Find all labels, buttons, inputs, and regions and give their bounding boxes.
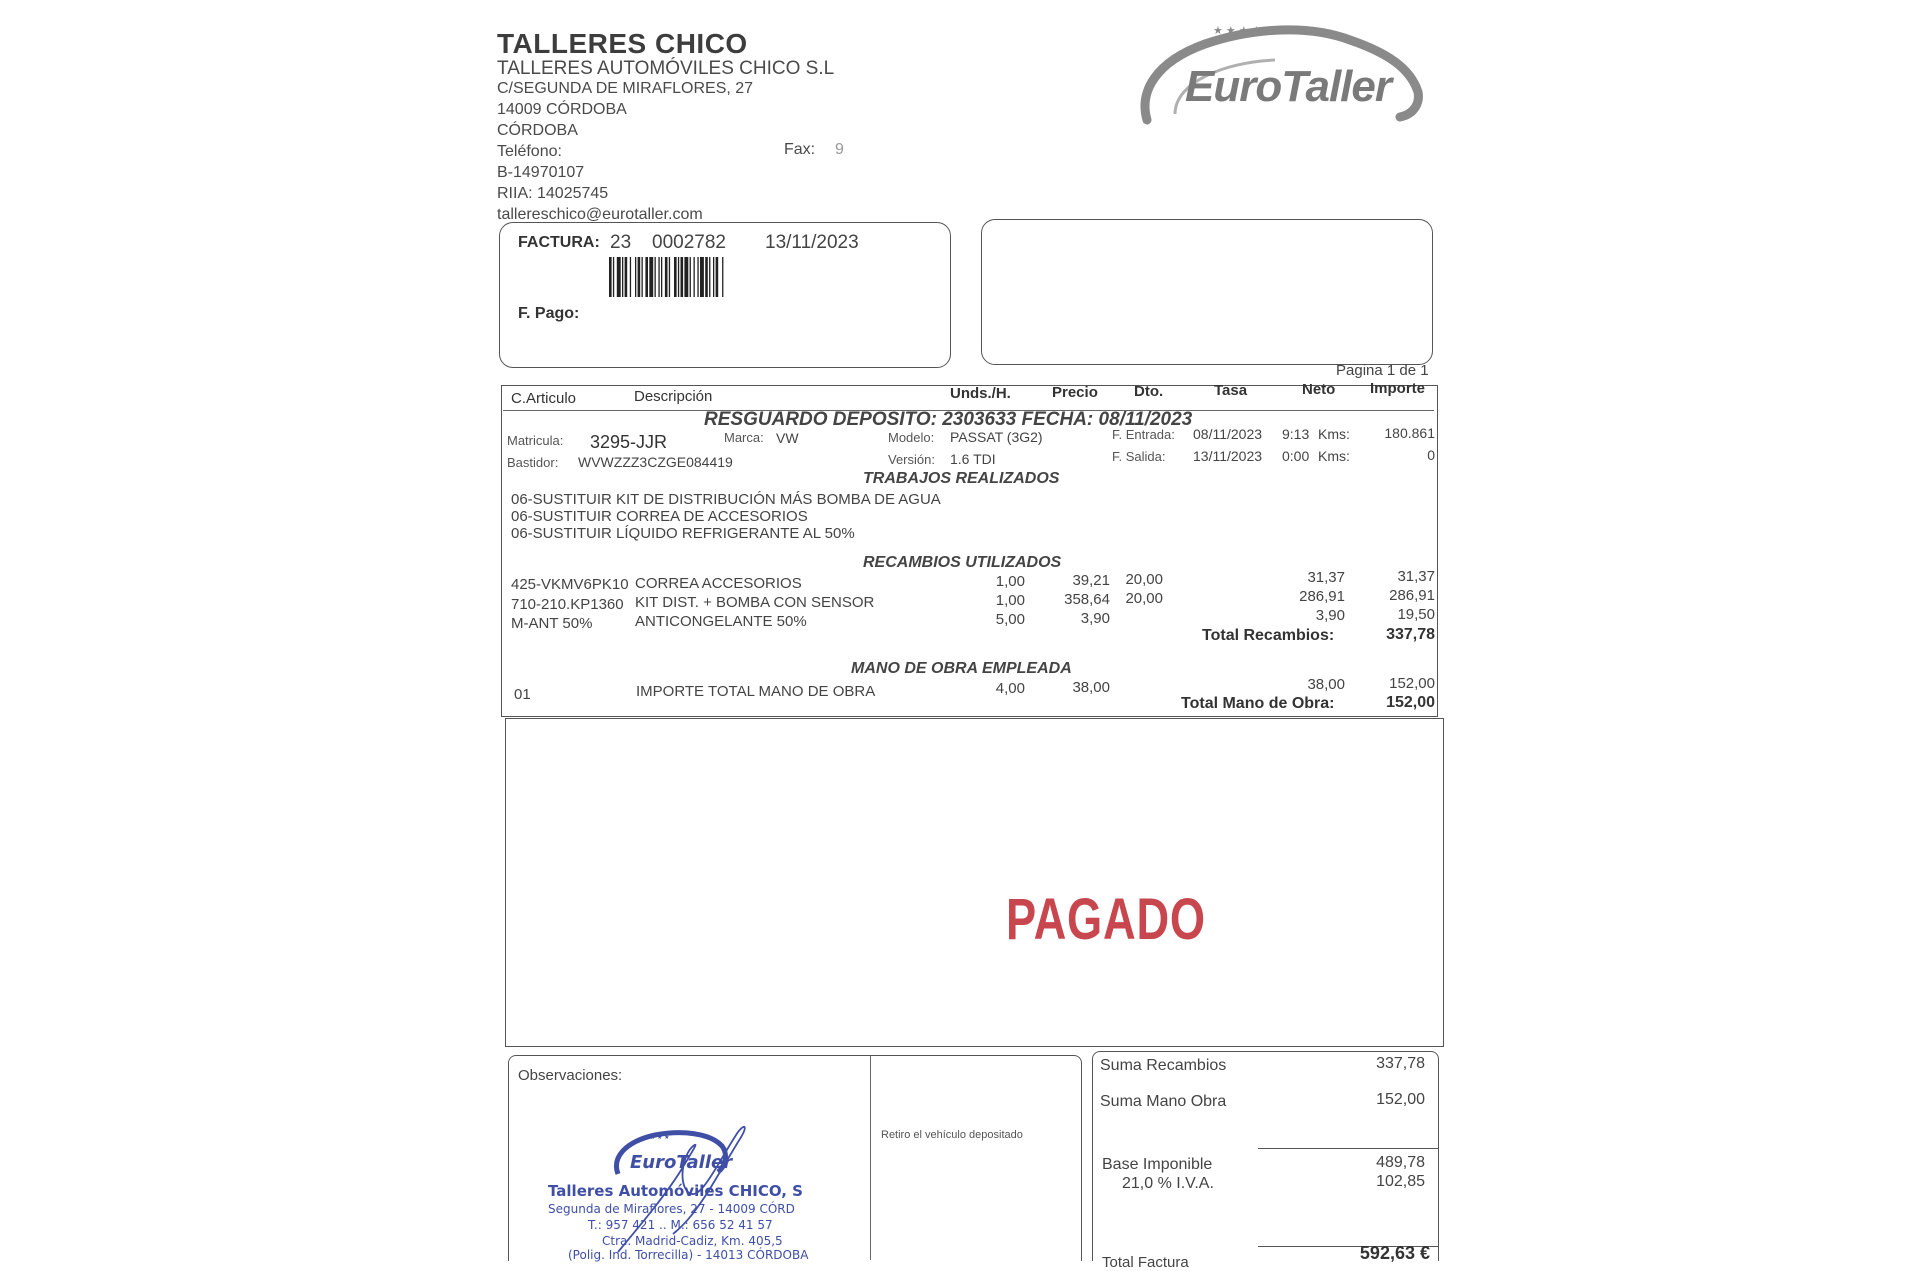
suma-recambios-label: Suma Recambios	[1100, 1057, 1227, 1074]
marca-label: Marca:	[724, 430, 764, 445]
observaciones-divider	[870, 1056, 872, 1260]
recambio-price: 358,64	[1064, 591, 1110, 608]
company-cif: B-14970107	[497, 164, 585, 181]
modelo-value: PASSAT (3G2)	[950, 429, 1043, 445]
matricula-value: 3295-JJR	[590, 432, 668, 452]
recambio-importe: 19,50	[1397, 606, 1435, 623]
iva-label: 21,0 % I.V.A.	[1122, 1175, 1214, 1192]
company-name: TALLERES CHICO	[497, 28, 748, 59]
factura-series: 23	[610, 232, 632, 253]
company-fax-label: Fax:	[784, 141, 816, 158]
suma-mano-label: Suma Mano Obra	[1100, 1093, 1227, 1110]
recambio-price: 3,90	[1080, 610, 1110, 627]
total-mano-label: Total Mano de Obra:	[1181, 695, 1335, 712]
stamp-line: T.: 957 421 .. M.: 656 52 41 57	[588, 1218, 773, 1232]
recambios-title: RECAMBIOS UTILIZADOS	[863, 554, 1062, 571]
total-factura-label: Total Factura	[1102, 1254, 1189, 1271]
barcode-icon	[609, 257, 774, 297]
recambio-units: 1,00	[995, 592, 1025, 609]
company-email: tallereschico@eurotaller.com	[497, 206, 703, 223]
stamp-line: Ctra. Madrid-Cadiz, Km. 405,5	[602, 1234, 783, 1248]
company-province: CÓRDOBA	[497, 122, 578, 139]
kms-out-label: Kms:	[1318, 448, 1350, 464]
logo-text: EuroTaller	[1185, 62, 1391, 111]
recambio-desc: KIT DIST. + BOMBA CON SENSOR	[635, 594, 875, 611]
total-recambios-value: 337,78	[1386, 626, 1435, 643]
company-postal-city: 14009 CÓRDOBA	[497, 101, 627, 118]
svg-text:★ ★ ★ ★ ★: ★ ★ ★ ★ ★	[1213, 25, 1275, 37]
version-value: 1.6 TDI	[950, 451, 996, 467]
stamp-logo-text: EuroTaller	[630, 1152, 733, 1173]
mano-units: 4,00	[995, 680, 1025, 697]
kms-in-value: 180.861	[1384, 425, 1435, 441]
paid-stamp: PAGADO	[1006, 887, 1206, 952]
stamp-line: Segunda de Miraflores, 27 - 14009 CÓRD	[548, 1202, 795, 1216]
resguardo-line: RESGUARDO DEPOSITO: 2303633 FECHA: 08/11/2023	[704, 409, 1193, 430]
recambio-neto: 31,37	[1307, 569, 1345, 586]
recambio-desc: CORREA ACCESORIOS	[635, 575, 802, 592]
recambio-importe: 31,37	[1397, 568, 1435, 585]
company-fax-value: 9	[835, 141, 844, 158]
total-factura-value: 592,63 €	[1359, 1243, 1430, 1263]
eurotaller-logo	[1135, 22, 1425, 127]
customer-box	[981, 219, 1433, 365]
pago-label: F. Pago:	[518, 305, 580, 322]
svg-text:★ ★ ★: ★ ★ ★	[650, 1135, 670, 1141]
recambio-units: 5,00	[995, 611, 1025, 628]
page-indicator: Pagina 1 de 1	[1336, 362, 1429, 379]
recambio-code: M-ANT 50%	[511, 615, 593, 632]
kms-out-value: 0	[1427, 447, 1435, 463]
salida-label: F. Salida:	[1112, 449, 1166, 464]
entrada-value: 08/11/2023	[1193, 426, 1263, 442]
notes-area	[505, 718, 1444, 1047]
bastidor-value: WVWZZZ3CZGE084419	[578, 454, 733, 470]
mano-neto: 38,00	[1307, 676, 1345, 693]
base-label: Base Imponible	[1102, 1156, 1213, 1173]
marca-value: VW	[776, 430, 799, 446]
recambio-importe: 286,91	[1389, 587, 1435, 604]
recambio-desc: ANTICONGELANTE 50%	[635, 613, 807, 630]
modelo-label: Modelo:	[888, 430, 935, 445]
kms-in-label: Kms:	[1318, 426, 1350, 442]
total-recambios-label: Total Recambios:	[1202, 627, 1335, 644]
mano-price: 38,00	[1072, 679, 1110, 696]
company-stamp	[548, 1130, 838, 1260]
recambio-code: 425-VKMV6PK10	[511, 576, 629, 593]
total-mano-value: 152,00	[1386, 694, 1435, 711]
header-precio: Precio	[1052, 384, 1098, 401]
trabajo-item: 06-SUSTITUIR CORREA DE ACCESORIOS	[511, 508, 808, 525]
trabajo-item: 06-SUSTITUIR KIT DE DISTRIBUCIÓN MÁS BOMBA DE AGUA	[511, 491, 941, 508]
trabajo-item: 06-SUSTITUIR LÍQUIDO REFRIGERANTE AL 50%	[511, 525, 855, 542]
header-tasa: Tasa	[1214, 382, 1248, 399]
mano-importe: 152,00	[1389, 675, 1435, 692]
company-riia: RIIA: 14025745	[497, 185, 609, 202]
version-label: Versión:	[888, 452, 935, 467]
retiro-label: Retiro el vehículo depositado	[881, 1129, 1023, 1141]
company-phone-label: Teléfono:	[497, 143, 562, 160]
signature-icon	[588, 1122, 768, 1260]
recambio-dto: 20,00	[1125, 590, 1163, 607]
iva-value: 102,85	[1376, 1173, 1425, 1190]
company-address: C/SEGUNDA DE MIRAFLORES, 27	[497, 80, 754, 97]
suma-recambios-value: 337,78	[1376, 1055, 1425, 1072]
factura-date: 13/11/2023	[765, 232, 859, 253]
mano-code: 01	[514, 686, 531, 703]
suma-mano-value: 152,00	[1376, 1091, 1425, 1108]
salida-value: 13/11/2023	[1193, 448, 1263, 464]
entrada-time: 9:13	[1282, 426, 1310, 442]
salida-time: 0:00	[1282, 448, 1310, 464]
header-neto: Neto	[1302, 381, 1336, 398]
header-descripcion: Descripción	[634, 388, 713, 405]
header-dto: Dto.	[1134, 383, 1164, 400]
company-legal-name: TALLERES AUTOMÓVILES CHICO S.L	[497, 58, 835, 79]
observaciones-label: Observaciones:	[518, 1067, 623, 1084]
header-importe: Importe	[1370, 380, 1426, 397]
recambio-units: 1,00	[995, 573, 1025, 590]
header-unds: Unds./H.	[950, 385, 1011, 402]
recambio-code: 710-210.KP1360	[511, 596, 624, 613]
recambio-dto: 20,00	[1125, 571, 1163, 588]
mano-desc: IMPORTE TOTAL MANO DE OBRA	[636, 683, 876, 700]
stamp-line: Talleres Automóviles CHICO, S	[548, 1182, 803, 1200]
recambio-neto: 286,91	[1299, 588, 1345, 605]
trabajos-title: TRABAJOS REALIZADOS	[863, 470, 1060, 487]
factura-number: 0002782	[652, 232, 726, 253]
header-articulo: C.Articulo	[511, 390, 577, 407]
factura-label: FACTURA:	[518, 234, 600, 251]
summary-divider	[1258, 1148, 1438, 1150]
matricula-label: Matricula:	[507, 433, 564, 448]
bastidor-label: Bastidor:	[507, 455, 559, 470]
stamp-line: (Polig. Ind. Torrecilla) - 14013 CÓRDOBA	[568, 1248, 809, 1262]
base-value: 489,78	[1376, 1154, 1425, 1171]
recambio-neto: 3,90	[1315, 607, 1345, 624]
mano-title: MANO DE OBRA EMPLEADA	[851, 660, 1072, 677]
entrada-label: F. Entrada:	[1112, 427, 1175, 442]
recambio-price: 39,21	[1072, 572, 1110, 589]
